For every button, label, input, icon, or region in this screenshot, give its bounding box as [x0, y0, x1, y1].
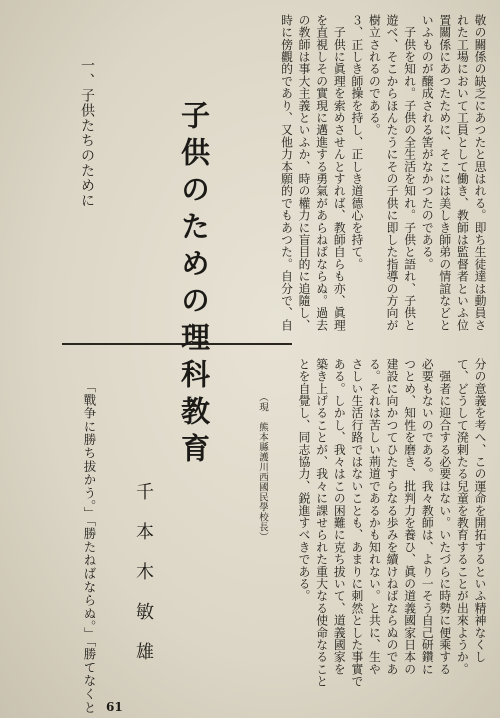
text-line: 分の意義を考へ、この運命を開拓するといふ精神なくし [473, 358, 487, 663]
text-line: 必要もないのである。我々教師は、より一そう自己研鑽に [420, 358, 435, 676]
text-line: 强者に迎合する必要はない。いたづらに時勢に便乘する [437, 358, 452, 676]
section-heading: 一、子供たちのために [79, 58, 95, 208]
text-line: さしい生活行路ではないことも、あまりに刺然とした事實で [349, 358, 364, 688]
text-line: つとめ、知性を磨き、批判力を養ひ、眞の道義國家日本の [402, 358, 417, 676]
opening-quote: 「戰争に勝ち拔かう。」「勝たねばならぬ。」「勝てなくと [82, 380, 97, 715]
text-line: を直視しその實現に邁進する勇氣があらねばならぬ。過去 [314, 14, 329, 332]
text-line: ある。しかし、我々はこの困難に克ち拔いて、道義國家を [332, 358, 347, 676]
text-line: 子供を知れ。子供の全生活を知れ。子供と語れ、子供と [402, 14, 417, 332]
text-line: の教師は事大主義といふか、時の權力に盲目的に追隨し、 [297, 14, 312, 332]
text-line: 敬の關係の缺乏にあつたと思はれる。即ち生徒達は動員さ [473, 14, 487, 332]
lower-text-block [294, 358, 488, 688]
upper-text-block [277, 14, 488, 336]
article-title: 子供のための理科教育 [177, 100, 211, 470]
text-line: いふものが醸成される筈がなかつたのである。 [420, 14, 435, 271]
text-line: て、どうして溌剌たる兒童を教育することが出來ようか。 [455, 358, 470, 676]
page-number: 61 [106, 700, 123, 714]
text-line: 建設に向かつてひたすらなる歩みを續けねばならぬのであ [385, 358, 400, 676]
author-name: 千本木敏雄 [133, 482, 154, 682]
text-line: 時に傍觀的であり、又他力本願的でもあつた。自分で、自 [279, 14, 294, 332]
text-line: 築き上げることが、我々に課せられた重大なる使命なること [314, 358, 329, 688]
text-line: る。それは苦しい荊道であるかも知れない。と共に、生や [367, 358, 382, 676]
author-affiliation: （現 熊本縣護川西國民學校長） [257, 392, 268, 542]
text-line: ３、正しき師操を持し、正しき道德心を持て。 [349, 14, 364, 271]
text-line: 樹立されるのである。 [367, 14, 382, 136]
text-line: 子供に眞理を索めさせんとすれば、教師自らも亦、眞理 [332, 14, 347, 332]
text-line: 置關係にあつたために、そこには美しき師弟の情誼などと [437, 14, 452, 332]
text-line: れた工場において工員として働き、教師は監督者といふ位 [455, 14, 470, 332]
text-line: 遊べ、そこからほんたうにその子供に即した指導の方向が [385, 14, 400, 332]
text-line: とを自覺し、同志協力、鋭進すべきである。 [297, 358, 312, 602]
